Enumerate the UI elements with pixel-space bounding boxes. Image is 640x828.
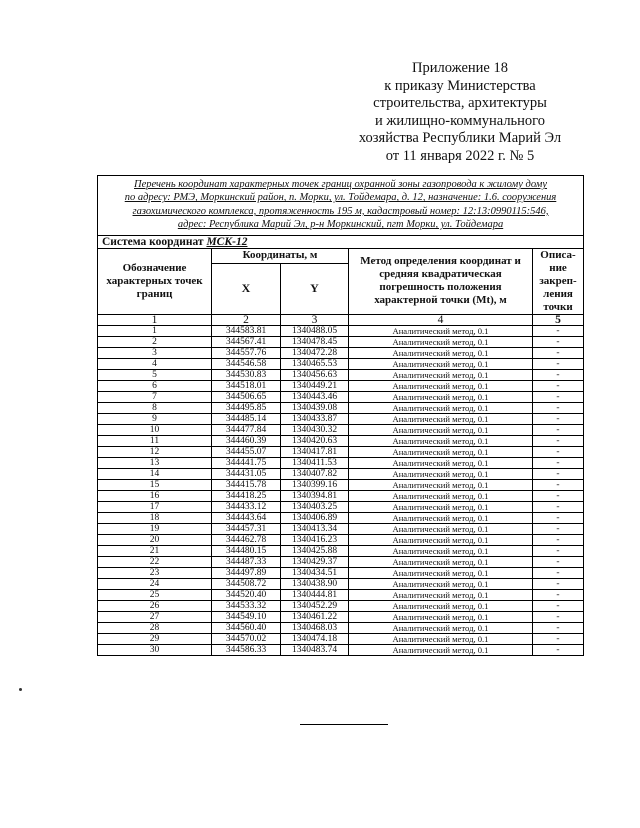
- method-cell: Аналитический метод, 0.1: [349, 490, 533, 501]
- annex-header: [340, 60, 580, 165]
- description-cell: -: [533, 446, 584, 457]
- point-number-cell: 29: [98, 633, 212, 644]
- description-cell: -: [533, 644, 584, 655]
- x-coordinate-cell: 344586.33: [212, 644, 281, 655]
- table-row: [98, 446, 584, 457]
- table-row: [98, 589, 584, 600]
- point-number-cell: 19: [98, 523, 212, 534]
- point-number-cell: 13: [98, 457, 212, 468]
- table-row: [98, 644, 584, 655]
- table-row: [98, 336, 584, 347]
- header-coordinates: Координаты, м: [212, 248, 349, 263]
- method-cell: Аналитический метод, 0.1: [349, 446, 533, 457]
- y-coordinate-cell: 1340399.16: [281, 479, 349, 490]
- point-number-cell: 23: [98, 567, 212, 578]
- point-number-cell: 25: [98, 589, 212, 600]
- x-coordinate-cell: 344583.81: [212, 325, 281, 336]
- x-coordinate-cell: 344487.33: [212, 556, 281, 567]
- annex-date-line: от 11 января 2022 г. № 5: [385, 147, 535, 164]
- y-coordinate-cell: 1340439.08: [281, 402, 349, 413]
- x-coordinate-cell: 344462.78: [212, 534, 281, 545]
- method-cell: Аналитический метод, 0.1: [349, 523, 533, 534]
- method-cell: Аналитический метод, 0.1: [349, 457, 533, 468]
- y-coordinate-cell: 1340474.18: [281, 633, 349, 644]
- closing-rule: [300, 724, 388, 725]
- point-number-cell: 20: [98, 534, 212, 545]
- y-coordinate-cell: 1340488.05: [281, 325, 349, 336]
- description-cell: -: [533, 369, 584, 380]
- description-cell: -: [533, 490, 584, 501]
- point-number-cell: 24: [98, 578, 212, 589]
- point-number-cell: 3: [98, 347, 212, 358]
- method-cell: Аналитический метод, 0.1: [349, 402, 533, 413]
- point-number-cell: 26: [98, 600, 212, 611]
- header-y: Y: [281, 263, 349, 314]
- y-coordinate-cell: 1340483.74: [281, 644, 349, 655]
- description-cell: -: [533, 633, 584, 644]
- header-description: Описа-ние закреп-ления точки: [533, 248, 584, 314]
- y-coordinate-cell: 1340394.81: [281, 490, 349, 501]
- y-coordinate-cell: 1340420.63: [281, 435, 349, 446]
- x-coordinate-cell: 344508.72: [212, 578, 281, 589]
- table-row: [98, 457, 584, 468]
- description-cell: -: [533, 479, 584, 490]
- table-row: [98, 468, 584, 479]
- x-coordinate-cell: 344460.39: [212, 435, 281, 446]
- y-coordinate-cell: 1340403.25: [281, 501, 349, 512]
- x-coordinate-cell: 344546.58: [212, 358, 281, 369]
- x-coordinate-cell: 344570.02: [212, 633, 281, 644]
- y-coordinate-cell: 1340465.53: [281, 358, 349, 369]
- coordinates-table: [97, 175, 584, 656]
- annex-line: хозяйства Республики Марий Эл: [358, 130, 562, 146]
- method-cell: Аналитический метод, 0.1: [349, 369, 533, 380]
- point-number-cell: 1: [98, 325, 212, 336]
- point-number-cell: 9: [98, 413, 212, 424]
- annex-line: к приказу Министерства: [384, 77, 536, 94]
- x-coordinate-cell: 344441.75: [212, 457, 281, 468]
- y-coordinate-cell: 1340430.32: [281, 424, 349, 435]
- y-coordinate-cell: 1340478.45: [281, 336, 349, 347]
- description-cell: -: [533, 391, 584, 402]
- description-cell: -: [533, 457, 584, 468]
- y-coordinate-cell: 1340429.37: [281, 556, 349, 567]
- x-coordinate-cell: 344567.41: [212, 336, 281, 347]
- description-cell: -: [533, 545, 584, 556]
- point-number-cell: 4: [98, 358, 212, 369]
- column-number: 1: [98, 314, 212, 325]
- method-cell: Аналитический метод, 0.1: [349, 435, 533, 446]
- x-coordinate-cell: 344443.64: [212, 512, 281, 523]
- y-coordinate-cell: 1340438.90: [281, 578, 349, 589]
- method-cell: Аналитический метод, 0.1: [349, 556, 533, 567]
- description-cell: -: [533, 347, 584, 358]
- y-coordinate-cell: 1340468.03: [281, 622, 349, 633]
- description-cell: -: [533, 336, 584, 347]
- annex-title: Приложение 18: [412, 60, 508, 76]
- method-cell: Аналитический метод, 0.1: [349, 589, 533, 600]
- y-coordinate-cell: 1340425.88: [281, 545, 349, 556]
- method-cell: Аналитический метод, 0.1: [349, 347, 533, 358]
- coordinate-system-row: [98, 235, 584, 248]
- x-coordinate-cell: 344557.76: [212, 347, 281, 358]
- description-cell: -: [533, 534, 584, 545]
- method-cell: Аналитический метод, 0.1: [349, 413, 533, 424]
- table-row: [98, 380, 584, 391]
- x-coordinate-cell: 344506.65: [212, 391, 281, 402]
- method-cell: Аналитический метод, 0.1: [349, 600, 533, 611]
- point-number-cell: 30: [98, 644, 212, 655]
- point-number-cell: 12: [98, 446, 212, 457]
- y-coordinate-cell: 1340452.29: [281, 600, 349, 611]
- point-number-cell: 27: [98, 611, 212, 622]
- point-number-cell: 28: [98, 622, 212, 633]
- y-coordinate-cell: 1340444.81: [281, 589, 349, 600]
- description-cell: -: [533, 435, 584, 446]
- method-cell: Аналитический метод, 0.1: [349, 633, 533, 644]
- method-cell: Аналитический метод, 0.1: [349, 534, 533, 545]
- description-cell: -: [533, 600, 584, 611]
- column-number: 2: [212, 314, 281, 325]
- column-number: 5: [533, 314, 584, 325]
- point-number-cell: 15: [98, 479, 212, 490]
- table-row: [98, 622, 584, 633]
- y-coordinate-cell: 1340407.82: [281, 468, 349, 479]
- column-number: 4: [349, 314, 533, 325]
- method-cell: Аналитический метод, 0.1: [349, 468, 533, 479]
- description-cell: -: [533, 611, 584, 622]
- description-cell: -: [533, 578, 584, 589]
- description-cell: -: [533, 424, 584, 435]
- point-number-cell: 14: [98, 468, 212, 479]
- table-row: [98, 479, 584, 490]
- table-row: [98, 413, 584, 424]
- x-coordinate-cell: 344431.05: [212, 468, 281, 479]
- method-cell: Аналитический метод, 0.1: [349, 380, 533, 391]
- point-number-cell: 2: [98, 336, 212, 347]
- table-row: [98, 600, 584, 611]
- caption-line: адрес: Республика Марий Эл, р-н Моркинский, пгт Морки, ул. Тойдемара: [177, 219, 504, 231]
- description-cell: -: [533, 402, 584, 413]
- x-coordinate-cell: 344415.78: [212, 479, 281, 490]
- y-coordinate-cell: 1340456.63: [281, 369, 349, 380]
- point-number-cell: 22: [98, 556, 212, 567]
- method-cell: Аналитический метод, 0.1: [349, 325, 533, 336]
- description-cell: -: [533, 413, 584, 424]
- x-coordinate-cell: 344477.84: [212, 424, 281, 435]
- x-coordinate-cell: 344433.12: [212, 501, 281, 512]
- description-cell: -: [533, 501, 584, 512]
- description-cell: -: [533, 512, 584, 523]
- table-row: [98, 534, 584, 545]
- point-number-cell: 5: [98, 369, 212, 380]
- method-cell: Аналитический метод, 0.1: [349, 424, 533, 435]
- table-row: [98, 435, 584, 446]
- table-row: [98, 501, 584, 512]
- table-row: [98, 567, 584, 578]
- table-row: [98, 369, 584, 380]
- x-coordinate-cell: 344418.25: [212, 490, 281, 501]
- header-x: X: [212, 263, 281, 314]
- method-cell: Аналитический метод, 0.1: [349, 622, 533, 633]
- coordinates-body: [98, 325, 584, 655]
- x-coordinate-cell: 344530.83: [212, 369, 281, 380]
- description-cell: -: [533, 589, 584, 600]
- y-coordinate-cell: 1340417.81: [281, 446, 349, 457]
- x-coordinate-cell: 344520.40: [212, 589, 281, 600]
- method-cell: Аналитический метод, 0.1: [349, 611, 533, 622]
- description-cell: -: [533, 622, 584, 633]
- x-coordinate-cell: 344560.40: [212, 622, 281, 633]
- description-cell: -: [533, 523, 584, 534]
- column-number: 3: [281, 314, 349, 325]
- margin-dot: [19, 688, 22, 691]
- table-row: [98, 512, 584, 523]
- point-number-cell: 17: [98, 501, 212, 512]
- caption-line: Перечень координат характерных точек границ охранной зоны газопровода к жилому дому: [134, 179, 548, 190]
- point-number-cell: 10: [98, 424, 212, 435]
- table-row: [98, 325, 584, 336]
- method-cell: Аналитический метод, 0.1: [349, 567, 533, 578]
- x-coordinate-cell: 344485.14: [212, 413, 281, 424]
- table-row: [98, 523, 584, 534]
- y-coordinate-cell: 1340413.34: [281, 523, 349, 534]
- coordinate-system-label: Система координат: [102, 235, 204, 248]
- annex-line: и жилищно-коммунального: [374, 112, 546, 129]
- y-coordinate-cell: 1340461.22: [281, 611, 349, 622]
- x-coordinate-cell: 344480.15: [212, 545, 281, 556]
- x-coordinate-cell: 344495.85: [212, 402, 281, 413]
- method-cell: Аналитический метод, 0.1: [349, 644, 533, 655]
- x-coordinate-cell: 344497.89: [212, 567, 281, 578]
- point-number-cell: 18: [98, 512, 212, 523]
- y-coordinate-cell: 1340411.53: [281, 457, 349, 468]
- description-cell: -: [533, 567, 584, 578]
- method-cell: Аналитический метод, 0.1: [349, 578, 533, 589]
- x-coordinate-cell: 344533.32: [212, 600, 281, 611]
- method-cell: Аналитический метод, 0.1: [349, 512, 533, 523]
- y-coordinate-cell: 1340406.89: [281, 512, 349, 523]
- table-row: [98, 358, 584, 369]
- description-cell: -: [533, 358, 584, 369]
- coordinate-system-value: МСК-12: [206, 235, 248, 248]
- point-number-cell: 16: [98, 490, 212, 501]
- point-number-cell: 7: [98, 391, 212, 402]
- table-row: [98, 490, 584, 501]
- description-cell: -: [533, 325, 584, 336]
- table-row: [98, 424, 584, 435]
- x-coordinate-cell: 344518.01: [212, 380, 281, 391]
- annex-line: строительства, архитектуры: [373, 95, 547, 111]
- method-cell: Аналитический метод, 0.1: [349, 501, 533, 512]
- method-cell: Аналитический метод, 0.1: [349, 391, 533, 402]
- point-number-cell: 8: [98, 402, 212, 413]
- header-method: Метод определения координат и средняя квадратическая погрешность положения характерной точки (Mt), м: [349, 248, 533, 314]
- y-coordinate-cell: 1340434.51: [281, 567, 349, 578]
- caption-line: по адресу: РМЭ, Моркинский район, п. Морки, ул. Тойдемара, д. 12, назначение: 1.6. сооружения: [124, 192, 557, 204]
- x-coordinate-cell: 344457.31: [212, 523, 281, 534]
- description-cell: -: [533, 556, 584, 567]
- table-row: [98, 402, 584, 413]
- description-cell: -: [533, 380, 584, 391]
- description-cell: -: [533, 468, 584, 479]
- y-coordinate-cell: 1340449.21: [281, 380, 349, 391]
- method-cell: Аналитический метод, 0.1: [349, 336, 533, 347]
- point-number-cell: 21: [98, 545, 212, 556]
- y-coordinate-cell: 1340443.46: [281, 391, 349, 402]
- table-row: [98, 611, 584, 622]
- table-row: [98, 556, 584, 567]
- caption-line: газохимического комплекса, протяженность 195 м, кадастровый номер: 12:13:0990115:546,: [132, 205, 549, 217]
- x-coordinate-cell: 344455.07: [212, 446, 281, 457]
- table-row: [98, 578, 584, 589]
- point-number-cell: 11: [98, 435, 212, 446]
- method-cell: Аналитический метод, 0.1: [349, 479, 533, 490]
- y-coordinate-cell: 1340433.87: [281, 413, 349, 424]
- x-coordinate-cell: 344549.10: [212, 611, 281, 622]
- table-caption: [98, 176, 584, 236]
- point-number-cell: 6: [98, 380, 212, 391]
- method-cell: Аналитический метод, 0.1: [349, 545, 533, 556]
- column-number-row: [98, 314, 584, 325]
- y-coordinate-cell: 1340472.28: [281, 347, 349, 358]
- y-coordinate-cell: 1340416.23: [281, 534, 349, 545]
- header-designation: Обозначение характерных точек границ: [98, 248, 212, 314]
- table-row: [98, 347, 584, 358]
- table-row: [98, 391, 584, 402]
- table-row: [98, 545, 584, 556]
- table-row: [98, 633, 584, 644]
- method-cell: Аналитический метод, 0.1: [349, 358, 533, 369]
